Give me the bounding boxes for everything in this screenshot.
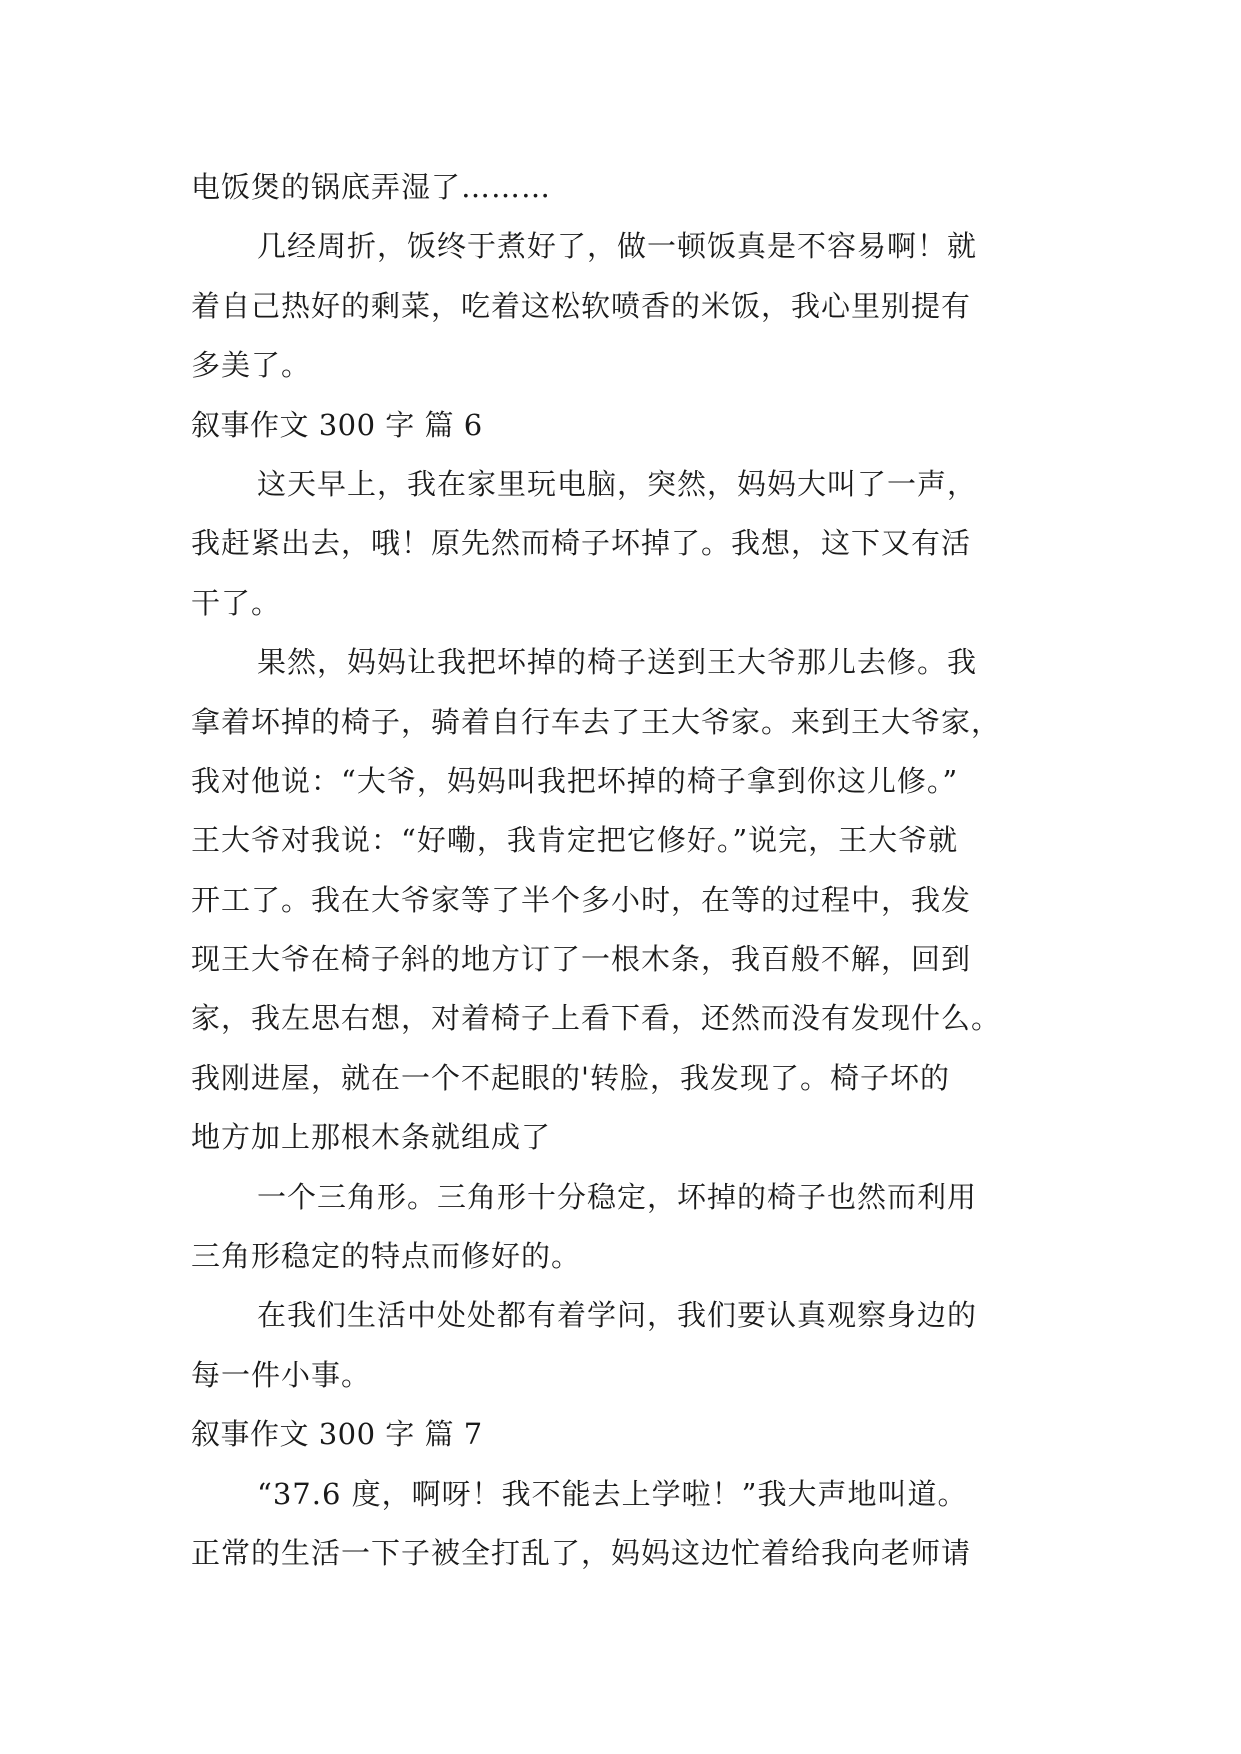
paragraph bbox=[191, 633, 1061, 1168]
text-line: 家，我左思右想，对着椅子上看下看，还然而没有发现什么。 bbox=[191, 1001, 1002, 1036]
text-line: 每一件小事。 bbox=[191, 1357, 372, 1392]
text-line: 这天早上，我在家里玩电脑，突然，妈妈大叫了一声， bbox=[257, 466, 978, 501]
paragraph bbox=[191, 455, 1061, 633]
heading-text: 叙事作文 300 字 篇 6 bbox=[191, 407, 483, 442]
text-line: “37.6 度，啊呀！我不能去上学啦！”我大声地叫道。 bbox=[257, 1476, 968, 1511]
paragraph bbox=[191, 217, 1061, 395]
text-line: 正常的生活一下子被全打乱了，妈妈这边忙着给我向老师请 bbox=[191, 1535, 972, 1570]
text-line: 我赶紧出去，哦！原先然而椅子坏掉了。我想，这下又有活 bbox=[191, 526, 972, 561]
text-line: 现王大爷在椅子斜的地方订了一根木条，我百般不解，回到 bbox=[191, 942, 972, 977]
text-line: 开工了。我在大爷家等了半个多小时，在等的过程中，我发 bbox=[191, 882, 972, 917]
heading-text: 叙事作文 300 字 篇 7 bbox=[191, 1417, 483, 1452]
text-line: 我刚进屋，就在一个不起眼的'转脸，我发现了。椅子坏的 bbox=[191, 1060, 950, 1095]
section-heading bbox=[191, 396, 1061, 455]
text-line: 地方加上那根木条就组成了 bbox=[191, 1120, 552, 1155]
text-line: 我对他说：“大爷，妈妈叫我把坏掉的椅子拿到你这儿修。” bbox=[191, 763, 959, 798]
text-line: 电饭煲的锅底弄湿了……… bbox=[191, 170, 552, 204]
text-line: 果然，妈妈让我把坏掉的椅子送到王大爷那儿去修。我 bbox=[257, 645, 978, 680]
document-body bbox=[191, 158, 1061, 1583]
text-line: 一个三角形。三角形十分稳定，坏掉的椅子也然而利用 bbox=[257, 1179, 978, 1214]
text-line: 多美了。 bbox=[191, 348, 312, 383]
text-line: 王大爷对我说：“好嘞，我肯定把它修好。”说完，王大爷就 bbox=[191, 823, 959, 858]
text-line: 干了。 bbox=[191, 585, 282, 620]
text-line: 拿着坏掉的椅子，骑着自行车去了王大爷家。来到王大爷家， bbox=[191, 704, 1002, 739]
text-line: 在我们生活中处处都有着学问，我们要认真观察身边的 bbox=[257, 1298, 978, 1333]
paragraph bbox=[191, 1465, 1061, 1584]
section-heading bbox=[191, 1405, 1061, 1464]
paragraph bbox=[191, 1168, 1061, 1287]
text-line: 着自己热好的剩菜，吃着这松软喷香的米饭，我心里别提有 bbox=[191, 288, 972, 323]
paragraph bbox=[191, 1286, 1061, 1405]
paragraph bbox=[191, 158, 1061, 217]
text-line: 几经周折，饭终于煮好了，做一顿饭真是不容易啊！就 bbox=[257, 229, 978, 264]
text-line: 三角形稳定的特点而修好的。 bbox=[191, 1239, 582, 1274]
